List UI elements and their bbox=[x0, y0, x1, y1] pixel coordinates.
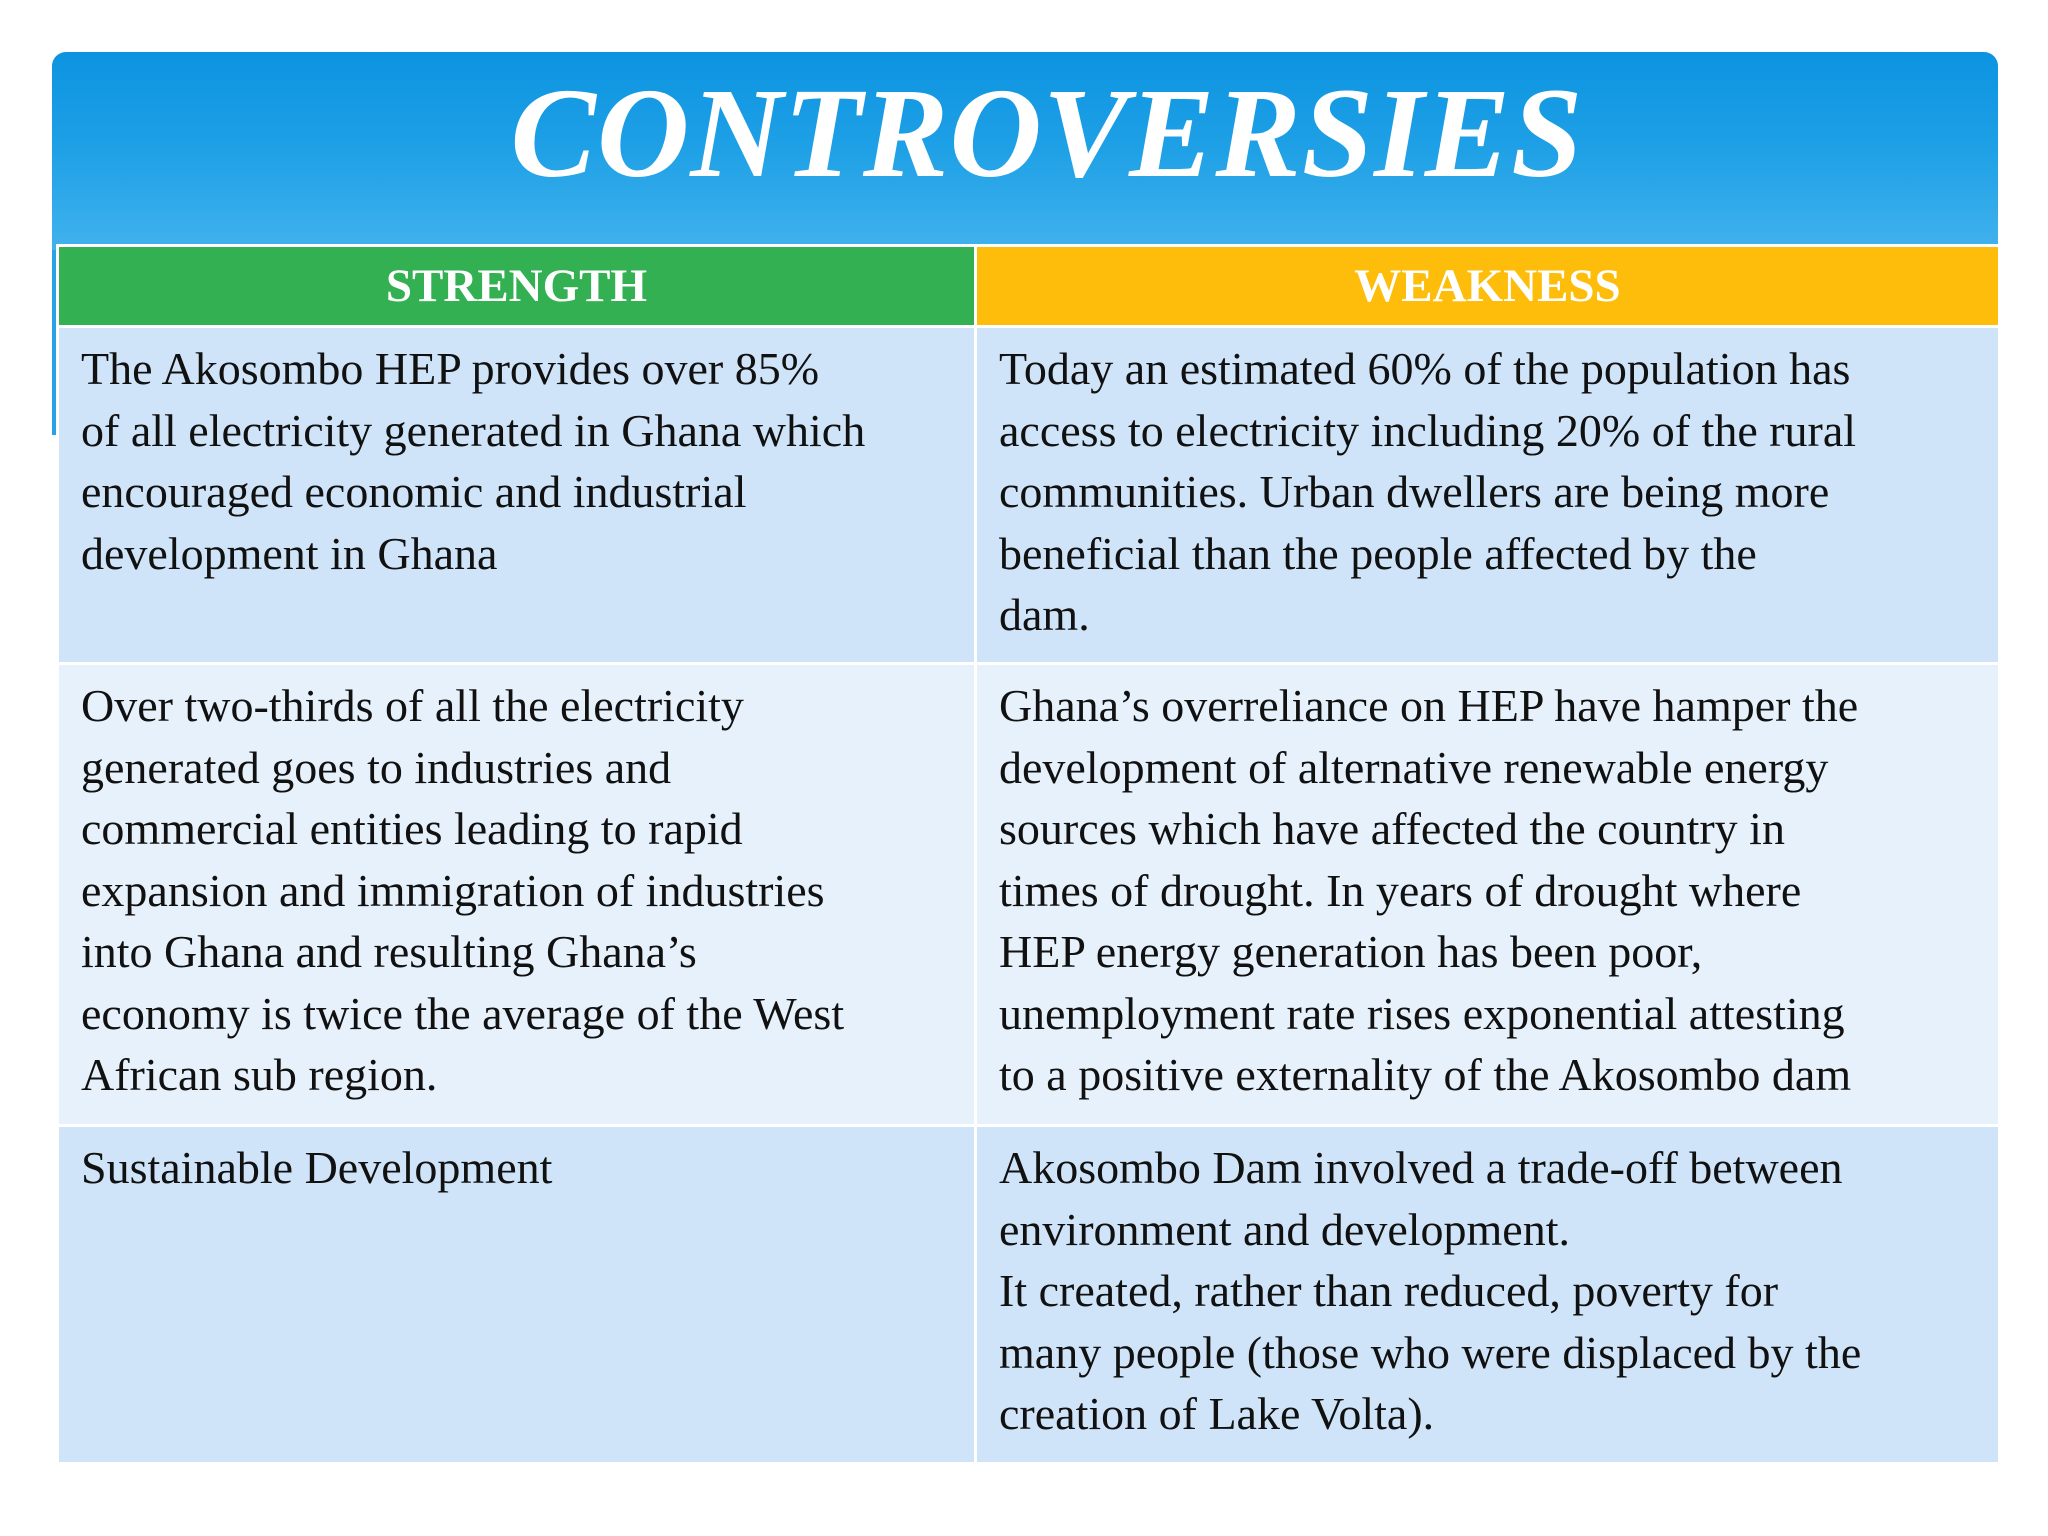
cell-text-line: Ghana’s overreliance on HEP have hamper the bbox=[999, 680, 1859, 731]
cell-text-line: creation of Lake Volta). bbox=[999, 1388, 1435, 1439]
weakness-cell bbox=[976, 327, 2000, 664]
cell-text-line: development of alternative renewable energy bbox=[999, 741, 1829, 793]
cell-text-line: access to electricity including 20% of the rural bbox=[999, 404, 1857, 456]
cell-text-line: beneficial than the people affected by the bbox=[999, 527, 1757, 579]
cell-text-line: of all electricity generated in Ghana which bbox=[81, 404, 866, 456]
cell-text-line: Today an estimated 60% of the population has bbox=[999, 343, 1851, 394]
cell-text-line: sources which have affected the country in bbox=[999, 803, 1785, 854]
cell-text-line: HEP energy generation has been poor, bbox=[999, 926, 1703, 977]
cell-text-line: expansion and immigration of industries bbox=[81, 864, 825, 916]
header-row bbox=[58, 246, 2000, 327]
cell-text-line: unemployment rate rises exponential attesting bbox=[999, 987, 1845, 1039]
cell-text-line: many people (those who were displaced by the bbox=[999, 1326, 1862, 1378]
strength-cell bbox=[58, 664, 976, 1126]
cell-text-line: commercial entities leading to rapid bbox=[81, 803, 743, 854]
strength-column-header: STRENGTH bbox=[58, 246, 976, 327]
cell-text-line: African sub region. bbox=[81, 1049, 438, 1100]
table-row bbox=[58, 664, 2000, 1126]
cell-text-line: encouraged economic and industrial bbox=[81, 466, 747, 517]
table-row bbox=[58, 327, 2000, 664]
cell-text-line: Sustainable Development bbox=[81, 1142, 553, 1193]
cell-text-line: into Ghana and resulting Ghana’s bbox=[81, 926, 697, 977]
cell-text-line: Over two-thirds of all the electricity bbox=[81, 680, 744, 731]
table-row bbox=[58, 1126, 2000, 1464]
cell-text-line: environment and development. bbox=[999, 1203, 1571, 1255]
cell-text-line: Akosombo Dam involved a trade-off between bbox=[999, 1142, 1843, 1193]
weakness-column-header: WEAKNESS bbox=[976, 246, 2000, 327]
cell-text-line: dam. bbox=[999, 589, 1090, 640]
cell-text-line: times of drought. In years of drought where bbox=[999, 864, 1802, 916]
cell-text-line: generated goes to industries and bbox=[81, 741, 672, 793]
cell-text-line: to a positive externality of the Akosombo dam bbox=[999, 1049, 1852, 1100]
cell-text-line: communities. Urban dwellers are being more bbox=[999, 466, 1830, 517]
weakness-cell bbox=[976, 664, 2000, 1126]
slide-title: CONTROVERSIES bbox=[510, 62, 1584, 204]
strength-cell bbox=[58, 327, 976, 664]
cell-text-line: The Akosombo HEP provides over 85% bbox=[81, 343, 820, 394]
weakness-cell bbox=[976, 1126, 2000, 1464]
comparison-table bbox=[56, 244, 2001, 1465]
cell-text-line: economy is twice the average of the West bbox=[81, 987, 845, 1039]
strength-cell bbox=[58, 1126, 976, 1464]
cell-text-line: development in Ghana bbox=[81, 527, 498, 579]
cell-text-line: It created, rather than reduced, poverty for bbox=[999, 1265, 1779, 1316]
